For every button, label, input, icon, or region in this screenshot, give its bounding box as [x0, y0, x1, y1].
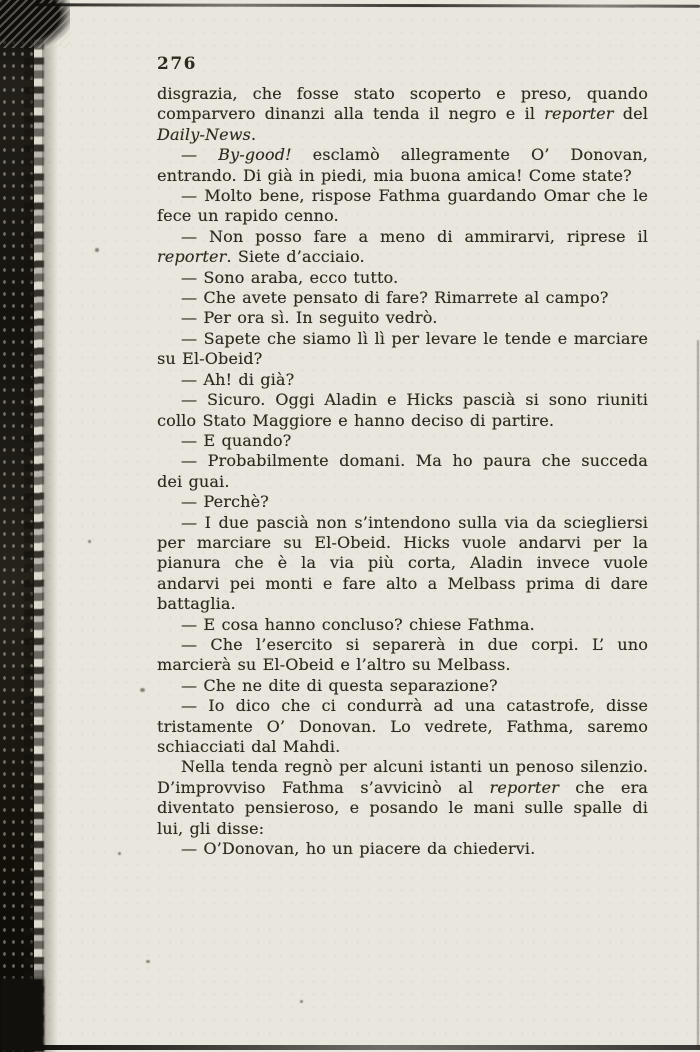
- page-content: [157, 54, 648, 859]
- paragraph: — Sono araba, ecco tutto.: [181, 267, 399, 287]
- scan-right-edge-line: [697, 340, 699, 1047]
- paragraph: — Per ora sì. In seguito vedrò.: [181, 308, 438, 328]
- noise-speck: [300, 1000, 303, 1003]
- paragraph: Nella tenda regnò per alcuni istanti un penoso silenzio. D’improvviso Fathma s’avvicinò al reporter che era diventato pensieroso, e posando le mani sulle spalle di lui, gli disse:: [157, 757, 648, 838]
- paragraph: — Ah! di già?: [181, 369, 295, 389]
- scan-left-shadow: [42, 0, 58, 1052]
- paragraph: — Sapete che siamo lì lì per levare le tende e marciare su El-Obeid?: [157, 328, 648, 369]
- paragraph: — Probabilmente domani. Ma ho paura che succeda dei guai.: [157, 451, 648, 491]
- paragraph: — Che ne dite di questa separazione?: [181, 675, 498, 695]
- paragraph: — E quando?: [181, 430, 292, 450]
- paragraph: — Io dico che ci condurrà ad una catastrofe, disse tristamente O’ Donovan. Lo vedrete, Fathma, saremo schiacciati dal Mahdi.: [157, 696, 648, 756]
- paragraph: — Che l’esercito si separerà in due corpi. L’ uno marcierà su El-Obeid e l’altro su Melbass.: [157, 634, 648, 675]
- paragraph: — Non posso fare a meno di ammirarvi, riprese il reporter. Siete d’acciaio.: [157, 226, 648, 267]
- paragraph: — Sicuro. Oggi Aladin e Hicks pascià si sono riuniti collo Stato Maggiore e hanno deciso di partire.: [157, 390, 648, 430]
- paragraph: — By-good! esclamò allegramente O’ Donovan, entrando. Di già in piedi, mia buona amica! Come state?: [157, 145, 648, 185]
- paragraph: — Che avete pensato di fare? Rimarrete al campo?: [181, 288, 609, 308]
- scan-left-rough-edge: [24, 0, 44, 1052]
- noise-speck: [95, 248, 99, 252]
- paragraph: — O’Donovan, ho un piacere da chiedervi.: [181, 839, 536, 859]
- paragraph: — E cosa hanno concluso? chiese Fathma.: [181, 614, 535, 634]
- noise-speck: [146, 960, 150, 963]
- scan-top-edge-line: [34, 3, 700, 7]
- noise-speck: [140, 688, 145, 692]
- scan-bottom-left-corner-blot: [0, 978, 44, 1052]
- paragraph: — I due pascià non s’intendono sulla via da sciegliersi per marciare su El-Obeid. Hicks vuole andarvi per la pianura che è la via più corta, Aladin invece vuole andarvi pei monti e fare alto a Melbass prima di dare battaglia.: [157, 512, 648, 614]
- scan-top-left-corner-blot: [0, 0, 70, 48]
- noise-speck: [88, 540, 91, 543]
- paragraph: — Perchè?: [181, 492, 269, 512]
- paragraph: disgrazia, che fosse stato scoperto e preso, quando comparvero dinanzi alla tenda il negro e il reporter del Daily-News.: [157, 84, 649, 144]
- noise-speck: [118, 852, 121, 855]
- paragraph: — Molto bene, rispose Fathma guardando Omar che le fece un rapido cenno.: [157, 186, 648, 226]
- page-number: 276: [157, 54, 197, 74]
- page-text: [157, 84, 648, 859]
- scan-bottom-edge-line: [0, 1045, 700, 1050]
